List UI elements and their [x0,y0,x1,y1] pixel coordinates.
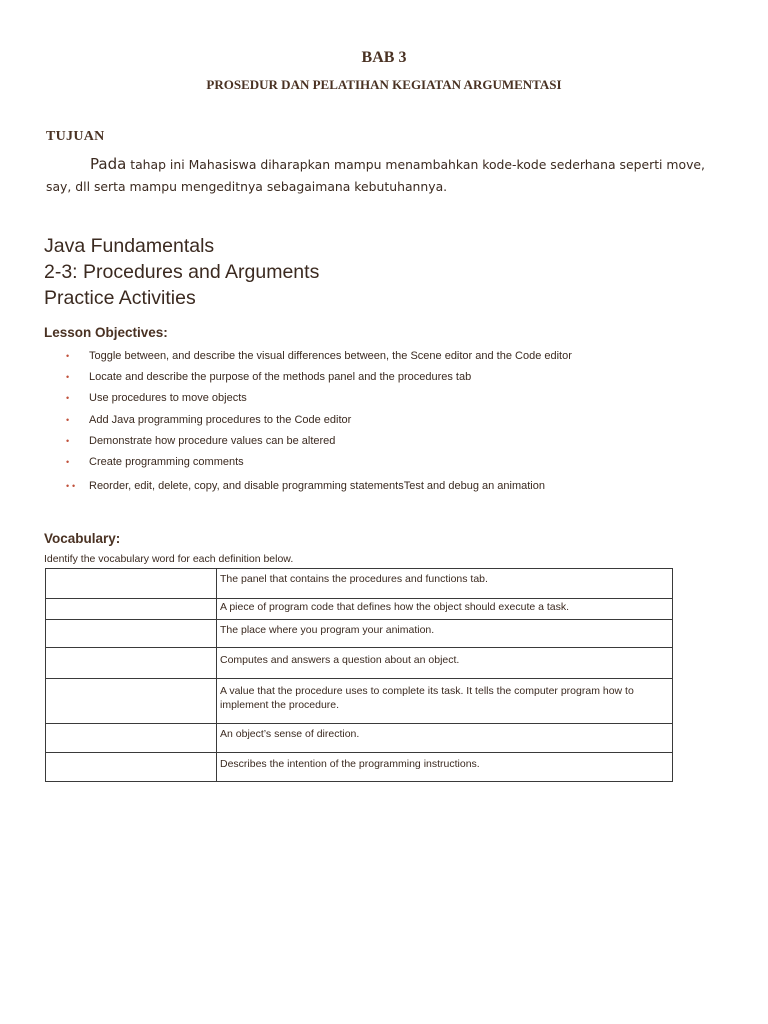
lesson-objectives-heading: Lesson Objectives: [44,325,168,340]
table-row [46,753,673,782]
tujuan-paragraph [46,153,706,198]
table-row [46,724,673,753]
definition-cell: The place where you program your animation. [217,620,673,648]
objective-item: • Locate and describe the purpose of the methods panel and the procedures tab [66,368,572,389]
tujuan-heading: TUJUAN [46,129,105,144]
practice-activities-title: Practice Activities [44,287,196,309]
bullet-icon: • [66,414,70,425]
objective-item: • Add Java programming procedures to the Code editor [66,411,572,432]
bullet-icon: • [66,372,70,383]
tujuan-body: tahap ini Mahasiswa diharapkan mampu menambahkan kode-kode sederhana seperti move, say, dll serta mampu mengeditnya sebagaimana kebutuhannya. [46,157,705,194]
bullet-icon: • [66,351,70,361]
table-row [46,599,673,620]
answer-cell[interactable] [46,569,217,599]
answer-cell[interactable] [46,599,217,620]
objective-item: • Toggle between, and describe the visual differences between, the Scene editor and the Code editor [66,347,572,368]
table-row [46,648,673,679]
objective-item: • Demonstrate how procedure values can be altered [66,432,572,453]
answer-cell[interactable] [46,753,217,782]
vocabulary-table [45,568,673,782]
definition-cell: Computes and answers a question about an object. [217,648,673,679]
bullet-icon: • [72,481,76,492]
lesson-number-title: 2-3: Procedures and Arguments [44,261,320,283]
objective-item: • Create programming comments [66,453,572,474]
course-title-block [44,233,319,311]
answer-cell[interactable] [46,648,217,679]
definition-cell: A value that the procedure uses to complete its task. It tells the computer program how to implement the procedure. [217,679,673,724]
definition-cell: An object’s sense of direction. [217,724,673,753]
table-row [46,569,673,599]
answer-cell[interactable] [46,620,217,648]
lesson-objectives-list [66,347,572,495]
definition-cell: A piece of program code that defines how the object should execute a task. [217,599,673,620]
definition-cell: Describes the intention of the programming instructions. [217,753,673,782]
bullet-icon: • [66,481,70,492]
objective-item: • Use procedures to move objects [66,389,572,410]
table-row [46,679,673,724]
answer-cell[interactable] [46,679,217,724]
answer-cell[interactable] [46,724,217,753]
chapter-title: BAB 3 [361,49,407,66]
bullet-icon: • [66,456,70,467]
definition-cell: The panel that contains the procedures and functions tab. [217,569,673,599]
table-row [46,620,673,648]
tujuan-lead-word: Pada [90,155,127,173]
objective-item: • Reorder, edit, delete, copy, and disable programming statements • Test and debug an animation [66,474,572,495]
bullet-icon: • [66,435,70,446]
bullet-icon: • [66,393,70,404]
course-title: Java Fundamentals [44,235,215,257]
chapter-subtitle: PROSEDUR DAN PELATIHAN KEGIATAN ARGUMENTASI [206,77,562,92]
vocabulary-heading: Vocabulary: [44,531,121,546]
vocabulary-instructions: Identify the vocabulary word for each definition below. [44,553,294,565]
